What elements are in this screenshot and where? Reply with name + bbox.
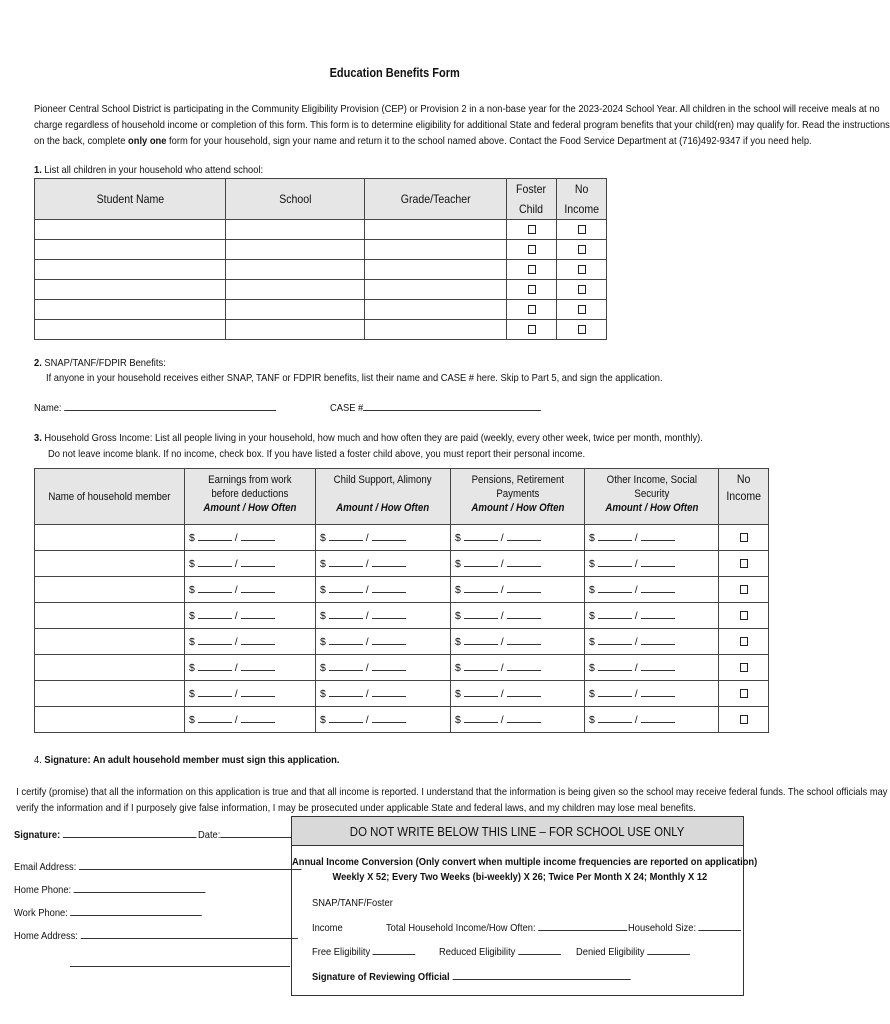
student-name-cell[interactable] bbox=[35, 260, 226, 280]
col-earnings: Earnings from work before deductions Amount / How Often bbox=[185, 469, 316, 525]
children-table-header bbox=[35, 179, 607, 220]
col-foster-child: Foster Child bbox=[507, 179, 557, 220]
intro-line: Pioneer Central School District is participating in the Community Eligibility Provision (CEP) or Provision 2 in a non-base year for the 2023-2024 School Year. All children in the school will receive meals at no bbox=[34, 103, 880, 115]
school-cell[interactable] bbox=[226, 320, 365, 340]
home-phone-field[interactable]: Home Phone: bbox=[14, 884, 205, 896]
student-name-cell[interactable] bbox=[35, 240, 226, 260]
member-name-cell[interactable] bbox=[35, 655, 185, 681]
child-support-cell[interactable]: $ / bbox=[316, 707, 451, 733]
school-cell[interactable] bbox=[226, 260, 365, 280]
no-income-cell bbox=[557, 300, 607, 320]
student-name-cell[interactable] bbox=[35, 300, 226, 320]
foster-child-checkbox[interactable] bbox=[528, 225, 536, 234]
income-row bbox=[35, 629, 769, 655]
pensions-cell[interactable]: $ / bbox=[451, 655, 585, 681]
no-income-checkbox[interactable] bbox=[578, 245, 586, 254]
other-income-cell[interactable]: $ / bbox=[585, 681, 719, 707]
earnings-cell[interactable]: $ / bbox=[185, 577, 316, 603]
no-income-cell bbox=[719, 525, 769, 551]
conversion-rates: Weekly X 52; Every Two Weeks (bi-weekly) X 26; Twice Per Month X 24; Monthly X 12 bbox=[332, 871, 708, 883]
child-row bbox=[35, 220, 607, 240]
no-income-checkbox[interactable] bbox=[740, 559, 748, 568]
no-income-checkbox[interactable] bbox=[578, 225, 586, 234]
no-income-checkbox[interactable] bbox=[578, 305, 586, 314]
earnings-cell[interactable]: $ / bbox=[185, 551, 316, 577]
other-income-cell[interactable]: $ / bbox=[585, 655, 719, 681]
certify-line: I certify (promise) that all the information on this application is true and that all income is reported. I understand that the information is being given so the school may receive federal funds. The school officials may bbox=[16, 786, 888, 798]
section1-heading: 1. List all children in your household who attend school: bbox=[34, 164, 264, 176]
pensions-cell[interactable]: $ / bbox=[451, 681, 585, 707]
reviewer-signature-field[interactable]: Signature of Reviewing Official bbox=[312, 971, 630, 983]
member-name-cell[interactable] bbox=[35, 681, 185, 707]
intro-line: on the back, complete only one form for your household, sign your name and return it to the school named above. Contact the Food Service Department at (716)492-9347 if you need help. bbox=[34, 135, 812, 147]
earnings-cell[interactable]: $ / bbox=[185, 629, 316, 655]
col-household-member: Name of household member bbox=[35, 469, 185, 525]
earnings-cell[interactable]: $ / bbox=[185, 525, 316, 551]
section4-heading: 4. Signature: An adult household member must sign this application. bbox=[34, 754, 340, 766]
denied-eligibility-field[interactable]: Denied Eligibility bbox=[576, 946, 690, 958]
income-label: Income bbox=[312, 922, 343, 934]
income-table bbox=[34, 468, 769, 733]
foster-child-cell bbox=[507, 220, 557, 240]
section3-instruction: Do not leave income blank. If no income, check box. If you have listed a foster child above, you must report their personal income. bbox=[48, 448, 586, 460]
no-income-cell bbox=[719, 629, 769, 655]
income-row bbox=[35, 681, 769, 707]
snap-tanf-foster: SNAP/TANF/Foster bbox=[312, 897, 393, 909]
child-row bbox=[35, 240, 607, 260]
no-income-checkbox[interactable] bbox=[578, 325, 586, 334]
reduced-eligibility-field[interactable]: Reduced Eligibility bbox=[439, 946, 561, 958]
other-income-cell[interactable]: $ / bbox=[585, 525, 719, 551]
no-income-cell bbox=[719, 707, 769, 733]
member-name-cell[interactable] bbox=[35, 577, 185, 603]
work-phone-field[interactable]: Work Phone: bbox=[14, 907, 202, 919]
no-income-checkbox[interactable] bbox=[740, 715, 748, 724]
other-income-cell[interactable]: $ / bbox=[585, 707, 719, 733]
student-name-cell[interactable] bbox=[35, 280, 226, 300]
school-cell[interactable] bbox=[226, 280, 365, 300]
foster-child-cell bbox=[507, 260, 557, 280]
earnings-cell[interactable]: $ / bbox=[185, 603, 316, 629]
earnings-cell[interactable]: $ / bbox=[185, 655, 316, 681]
col-pensions: Pensions, Retirement Payments Amount / How Often bbox=[451, 469, 585, 525]
school-use-box bbox=[291, 816, 758, 996]
income-row bbox=[35, 603, 769, 629]
foster-child-checkbox[interactable] bbox=[528, 265, 536, 274]
child-row bbox=[35, 300, 607, 320]
no-income-cell bbox=[557, 240, 607, 260]
no-income-cell bbox=[557, 260, 607, 280]
school-cell[interactable] bbox=[226, 240, 365, 260]
email-field[interactable]: Email Address: bbox=[14, 861, 301, 873]
member-name-cell[interactable] bbox=[35, 525, 185, 551]
grade-teacher-cell[interactable] bbox=[365, 300, 507, 320]
income-row bbox=[35, 577, 769, 603]
income-row bbox=[35, 707, 769, 733]
home-address-field[interactable]: Home Address: bbox=[14, 930, 298, 942]
other-income-cell[interactable]: $ / bbox=[585, 551, 719, 577]
section2-instruction: If anyone in your household receives either SNAP, TANF or FDPIR benefits, list their name and CASE # here. Skip to Part 5, and sign the application. bbox=[46, 372, 663, 384]
pensions-cell[interactable]: $ / bbox=[451, 707, 585, 733]
foster-child-checkbox[interactable] bbox=[528, 325, 536, 334]
other-income-cell[interactable]: $ / bbox=[585, 577, 719, 603]
snap-name-field[interactable]: Name: bbox=[34, 402, 276, 414]
free-eligibility-field[interactable]: Free Eligibility bbox=[312, 946, 415, 958]
col-school: School bbox=[226, 179, 365, 220]
member-name-cell[interactable] bbox=[35, 707, 185, 733]
grade-teacher-cell[interactable] bbox=[365, 280, 507, 300]
child-support-cell[interactable]: $ / bbox=[316, 603, 451, 629]
child-row bbox=[35, 260, 607, 280]
school-cell[interactable] bbox=[226, 300, 365, 320]
col-child-support: Child Support, Alimony Amount / How Often bbox=[316, 469, 451, 525]
income-table-header bbox=[35, 469, 769, 525]
no-income-cell bbox=[557, 220, 607, 240]
income-row bbox=[35, 525, 769, 551]
pensions-cell[interactable]: $ / bbox=[451, 603, 585, 629]
grade-teacher-cell[interactable] bbox=[365, 220, 507, 240]
member-name-cell[interactable] bbox=[35, 629, 185, 655]
snap-case-field[interactable]: CASE # bbox=[330, 402, 541, 414]
foster-child-cell bbox=[507, 320, 557, 340]
foster-child-checkbox[interactable] bbox=[528, 245, 536, 254]
earnings-cell[interactable]: $ / bbox=[185, 707, 316, 733]
no-income-cell bbox=[557, 280, 607, 300]
section3-heading: 3. Household Gross Income: List all people living in your household, how much and how often they are paid (weekly, every other week, twice per month, monthly). bbox=[34, 432, 703, 444]
no-income-checkbox[interactable] bbox=[740, 689, 748, 698]
other-income-cell[interactable]: $ / bbox=[585, 603, 719, 629]
student-name-cell[interactable] bbox=[35, 220, 226, 240]
grade-teacher-cell[interactable] bbox=[365, 260, 507, 280]
certify-paragraph bbox=[16, 784, 888, 816]
child-support-cell[interactable]: $ / bbox=[316, 525, 451, 551]
no-income-cell bbox=[719, 681, 769, 707]
no-income-checkbox[interactable] bbox=[578, 285, 586, 294]
income-row bbox=[35, 655, 769, 681]
no-income-cell bbox=[719, 577, 769, 603]
col-grade-teacher: Grade/Teacher bbox=[365, 179, 507, 220]
child-support-cell[interactable]: $ / bbox=[316, 681, 451, 707]
foster-child-checkbox[interactable] bbox=[528, 305, 536, 314]
school-use-header: DO NOT WRITE BELOW THIS LINE – FOR SCHOOL USE ONLY bbox=[292, 817, 743, 846]
intro-line: charge regardless of household income or completion of this form. This form is to determine eligibility for additional State and federal program benefits that your child(ren) may qualify for. Read the instructions bbox=[34, 119, 890, 131]
conversion-title: Annual Income Conversion (Only convert when multiple income frequencies are reported on application) bbox=[292, 856, 758, 868]
foster-child-cell bbox=[507, 300, 557, 320]
other-income-cell[interactable]: $ / bbox=[585, 629, 719, 655]
col-no-income: No Income bbox=[719, 469, 769, 525]
no-income-cell bbox=[557, 320, 607, 340]
no-income-cell bbox=[719, 655, 769, 681]
no-income-cell bbox=[719, 603, 769, 629]
student-name-cell[interactable] bbox=[35, 320, 226, 340]
col-other-income: Other Income, Social Security Amount / How Often bbox=[585, 469, 719, 525]
child-row bbox=[35, 320, 607, 340]
total-income-field[interactable]: Total Household Income/How Often: bbox=[386, 922, 627, 934]
pensions-cell[interactable]: $ / bbox=[451, 577, 585, 603]
no-income-checkbox[interactable] bbox=[740, 637, 748, 646]
section2-heading: 2. SNAP/TANF/FDPIR Benefits: bbox=[34, 357, 166, 369]
grade-teacher-cell[interactable] bbox=[365, 320, 507, 340]
pensions-cell[interactable]: $ / bbox=[451, 551, 585, 577]
date-field[interactable]: Date: bbox=[198, 829, 292, 841]
foster-child-checkbox[interactable] bbox=[528, 285, 536, 294]
home-address-line2[interactable] bbox=[70, 966, 290, 967]
income-row bbox=[35, 551, 769, 577]
no-income-checkbox[interactable] bbox=[740, 611, 748, 620]
no-income-checkbox[interactable] bbox=[740, 533, 748, 542]
col-student-name: Student Name bbox=[35, 179, 226, 220]
member-name-cell[interactable] bbox=[35, 551, 185, 577]
child-support-cell[interactable]: $ / bbox=[316, 629, 451, 655]
child-row bbox=[35, 280, 607, 300]
intro-paragraph bbox=[34, 101, 890, 149]
foster-child-cell bbox=[507, 280, 557, 300]
no-income-checkbox[interactable] bbox=[578, 265, 586, 274]
pensions-cell[interactable]: $ / bbox=[451, 525, 585, 551]
no-income-checkbox[interactable] bbox=[740, 663, 748, 672]
grade-teacher-cell[interactable] bbox=[365, 240, 507, 260]
pensions-cell[interactable]: $ / bbox=[451, 629, 585, 655]
form-title: Education Benefits Form bbox=[329, 66, 460, 80]
earnings-cell[interactable]: $ / bbox=[185, 681, 316, 707]
child-support-cell[interactable]: $ / bbox=[316, 551, 451, 577]
child-support-cell[interactable]: $ / bbox=[316, 577, 451, 603]
foster-child-cell bbox=[507, 240, 557, 260]
no-income-checkbox[interactable] bbox=[740, 585, 748, 594]
school-cell[interactable] bbox=[226, 220, 365, 240]
certify-line: verify the information and if I purposely give false information, I may be prosecuted under applicable State and federal laws, and my children may lose meal benefits. bbox=[16, 802, 696, 814]
household-size-field[interactable]: Household Size: bbox=[628, 922, 741, 934]
no-income-cell bbox=[719, 551, 769, 577]
children-table bbox=[34, 178, 607, 340]
signature-field[interactable]: Signature: bbox=[14, 829, 196, 841]
member-name-cell[interactable] bbox=[35, 603, 185, 629]
col-no-income: No Income bbox=[557, 179, 607, 220]
child-support-cell[interactable]: $ / bbox=[316, 655, 451, 681]
